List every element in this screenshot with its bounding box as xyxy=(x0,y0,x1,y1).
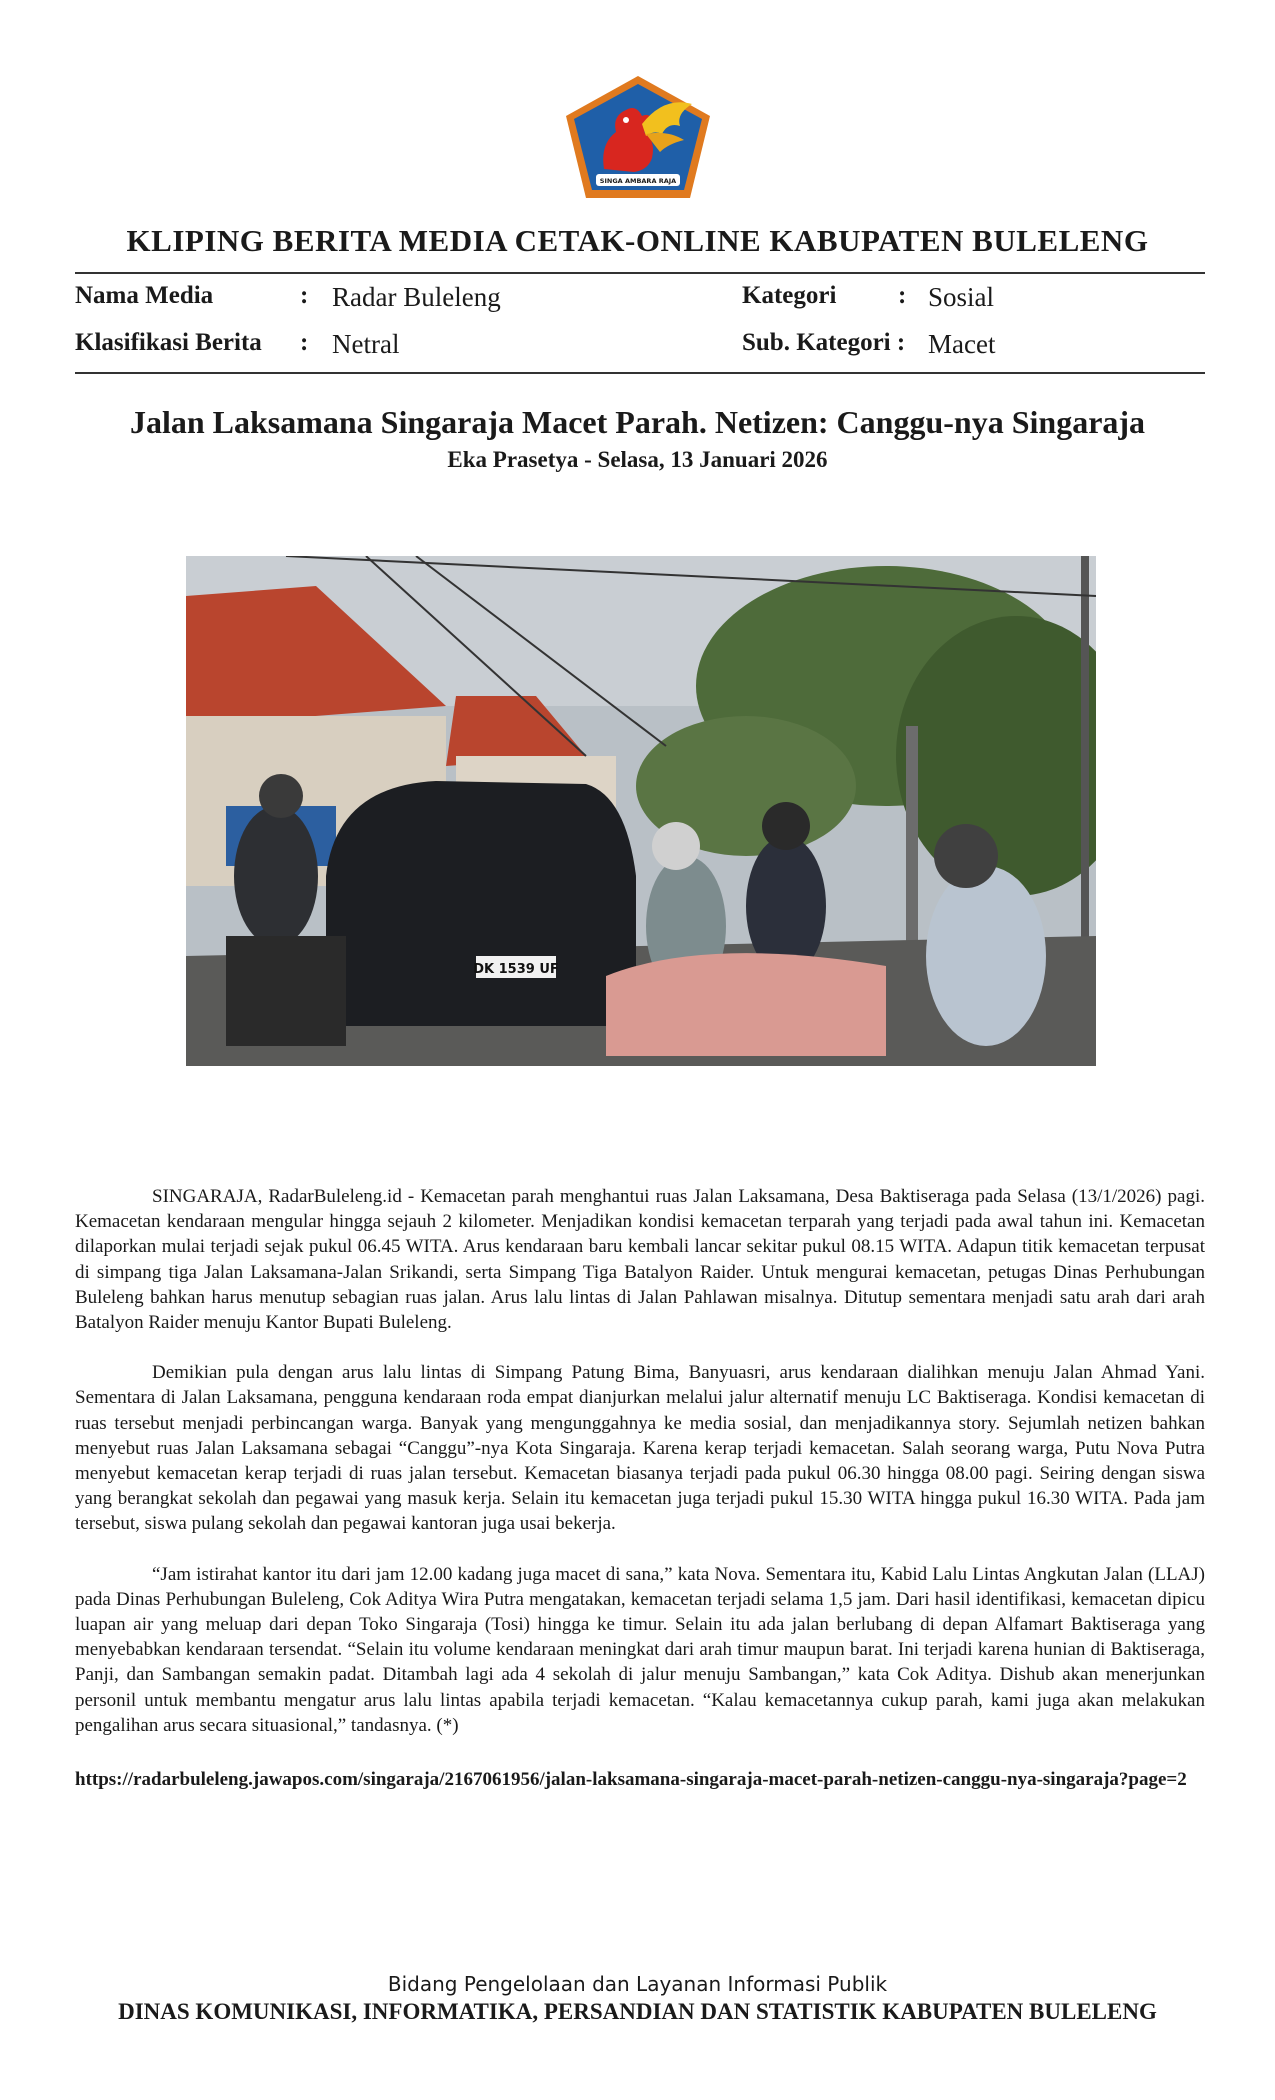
photo-license-plate: DK 1539 UF xyxy=(473,962,559,977)
regency-emblem-logo xyxy=(564,74,712,200)
media-name-label: Nama Media xyxy=(75,282,214,309)
article-paragraph: “Jam istirahat kantor itu dari jam 12.00 kadang juga macet di sana,” kata Nova. Sementara itu, Kabid Lalu Lintas Angkutan Jalan (LLAJ) pada Dinas Perhubungan Buleleng, Cok Aditya Wira Putra mengatakan, kemacetan terjadi selama 1,5 jam. Dari hasil identifikasi, kemacetan dipicu luapan air yang meluap dari depan Toko Singaraja (Tosi) hingga ke timur. Selain itu ada jalan berlubang di depan Alfamart Baktiseraga yang menyebabkan kendaraan tersendat. “Selain itu volume kendaraan meningkat dari arah timur maupun barat. Ini terjadi karena hunian di Baktiseraga, Panji, dan Sambangan semakin padat. Ditambah lagi ada 4 sekolah di jalur menuju Sambangan,” kata Cok Aditya. Dishub akan menerjunkan personil untuk membantu mengatur arus lalu lintas apabila terjadi kemacetan. “Kalau kemacetannya cukup parah, kami juga akan melakukan pengalihan arus secara situasional,” tandasnya. (*) xyxy=(75,1563,1205,1736)
article-photo-traffic-jam xyxy=(186,556,1096,1066)
header-divider-top xyxy=(75,272,1205,274)
category-label: Kategori xyxy=(742,282,837,309)
emblem-icon xyxy=(564,74,712,200)
footer-division: Bidang Pengelolaan dan Layanan Informasi Publik xyxy=(387,1972,888,1996)
source-url-link[interactable]: https://radarbuleleng.jawapos.com/singaraja/2167061956/jalan-laksamana-singaraja-macet-parah-netizen-canggu-nya-singaraja?page=2 xyxy=(75,1769,1187,1790)
classification-value: Netral xyxy=(332,329,400,359)
media-name-value: Radar Buleleng xyxy=(332,282,501,312)
article-paragraph: Demikian pula dengan arus lalu lintas di Simpang Patung Bima, Banyuasri, arus kendaraan dialihkan menuju Jalan Ahmad Yani. Sementara di Jalan Laksamana, pengguna kendaraan roda empat dianjurkan melalui jalur alternatif menuju LC Baktiseraga. Kondisi kemacetan di ruas tersebut menjadi perbincangan warga. Banyak yang mengunggahnya ke media sosial, dan menjadikannya story. Sejumlah netizen bahkan menyebut ruas Jalan Laksamana sebagai “Canggu”-nya Kota Singaraja. Karena kerap terjadi kemacetan. Salah seorang warga, Putu Nova Putra menyebut kemacetan kerap terjadi di ruas jalan tersebut. Kemacetan biasanya terjadi pada pukul 06.30 hingga 08.00 pagi. Seiring dengan siswa yang berangkat sekolah dan pegawai yang masuk kerja. Selain itu kemacetan juga terjadi pukul 15.30 WITA hingga pukul 16.30 WITA. Pada jam tersebut, siswa pulang sekolah dan pegawai kantoran juga usai bekerja. xyxy=(75,1362,1205,1535)
footer-agency: DINAS KOMUNIKASI, INFORMATIKA, PERSANDIAN DAN STATISTIK KABUPATEN BULELENG xyxy=(118,1999,1157,2024)
subcategory-label: Sub. Kategori : xyxy=(742,329,906,356)
subcategory-value: Macet xyxy=(928,329,996,359)
category-value: Sosial xyxy=(928,282,995,312)
article-paragraph: SINGARAJA, RadarBuleleng.id - Kemacetan parah menghantui ruas Jalan Laksamana, Desa Baktiseraga pada Selasa (13/1/2026) pagi. Kemacetan kendaraan mengular hingga sejauh 2 kilometer. Menjadikan kondisi kemacetan terparah yang terjadi pada awal tahun ini. Kemacetan dilaporkan mulai terjadi sejak pukul 06.45 WITA. Arus kendaraan baru kembali lancar sekitar pukul 08.15 WITA. Adapun titik kemacetan terpusat di simpang tiga Jalan Laksamana-Jalan Srikandi, serta Simpang Tiga Batalyon Raider. Untuk mengurai kemacetan, petugas Dinas Perhubungan Buleleng bahkan harus menutup sebagian ruas jalan. Arus lalu lintas di Jalan Pahlawan misalnya. Ditutup sementara menjadi satu arah dari arah Batalyon Raider menuju Kantor Bupati Buleleng. xyxy=(75,1186,1205,1334)
article-title: Jalan Laksamana Singaraja Macet Parah. Netizen: Canggu-nya Singaraja xyxy=(129,404,1146,440)
article-body xyxy=(75,1184,1205,1763)
article-byline: Eka Prasetya - Selasa, 13 Januari 2026 xyxy=(447,447,828,472)
header-divider-bottom xyxy=(75,372,1205,374)
clipping-header-title: KLIPING BERITA MEDIA CETAK-ONLINE KABUPATEN BULELENG xyxy=(126,223,1149,258)
emblem-motto: SINGA AMBARA RAJA xyxy=(599,177,677,185)
category-colon: : xyxy=(898,282,907,309)
classification-colon: : xyxy=(300,329,309,356)
media-name-colon: : xyxy=(300,282,309,309)
classification-label: Klasifikasi Berita xyxy=(75,329,262,356)
